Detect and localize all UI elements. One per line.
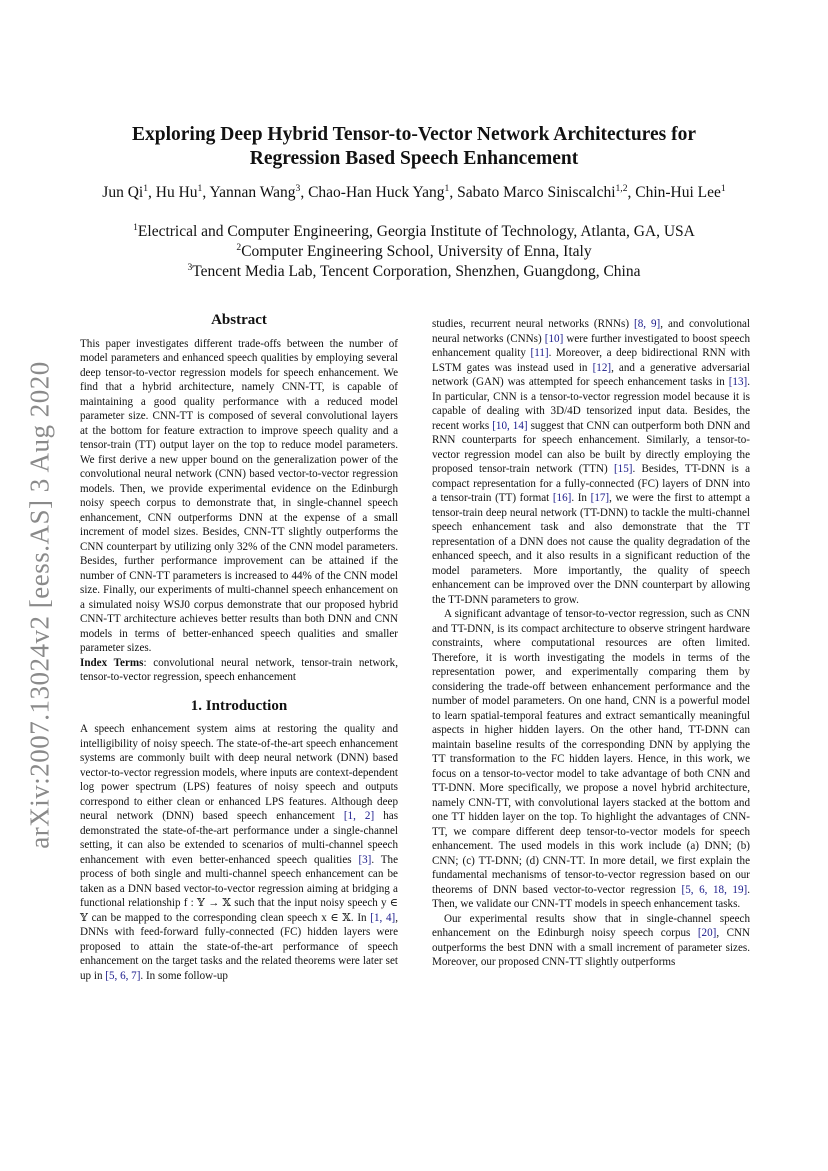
arxiv-stamp — [18, 355, 62, 855]
body-text: . In particular, CNN is a tensor-to-vector regression model because it is capable of dealing with 3D/4D tensorized input data. Besides, the recent works — [432, 376, 750, 432]
body-text: suggest that CNN can outperform both DNN and RNN counterparts for speech enhancement. Similarly, a tensor-to-vector regression model can also be built by directly employing the proposed tensor-train network (TTN) — [432, 419, 750, 475]
citation-link[interactable]: [1, 2] — [343, 810, 375, 822]
intro-paragraph-3 — [432, 607, 750, 912]
left-column — [80, 313, 398, 983]
author-name: Jun Qi — [102, 184, 144, 201]
citation-link[interactable]: [15] — [613, 463, 633, 475]
citation-link[interactable]: [12] — [592, 361, 612, 374]
body-text: , and a generative adversarial network (GAN) was attempted for speech enhancement tasks in — [432, 361, 750, 388]
citation-link[interactable]: [5, 6, 18, 19] — [681, 883, 748, 896]
body-text: , DNNs with feed-forward fully-connected (FC) hidden layers were proposed to attain the state-of-the-art performance of speech enhancement on the target tasks and the related theorems were later set up in — [80, 911, 398, 982]
body-text: . In some follow-up — [140, 969, 228, 982]
citation-link[interactable]: [3] — [358, 853, 372, 866]
title-line-2: Regression Based Speech Enhancement — [249, 148, 579, 169]
body-text: . Moreover, a deep bidirectional RNN with LSTM gates was instead used in — [432, 347, 750, 374]
affiliation-text: Computer Engineering School, University of Enna, Italy — [241, 243, 592, 260]
paper-title — [80, 123, 748, 171]
body-text: , and convolutional neural networks (CNNs) — [432, 318, 750, 345]
citation-link[interactable]: [1, 4] — [370, 911, 396, 924]
index-terms-label: Index Terms — [80, 656, 144, 669]
affiliation-mark: 2 — [236, 241, 242, 253]
body-text: studies, recurrent neural networks (RNNs) — [432, 318, 635, 330]
citation-link[interactable]: [17] — [590, 492, 610, 504]
citation-link[interactable]: [8, 9] — [634, 318, 661, 330]
author-name: Chin-Hui Lee — [635, 184, 721, 201]
affiliation-list — [60, 222, 768, 282]
body-text: were further investigated to boost speech enhancement quality — [432, 332, 750, 359]
citation-link[interactable]: [13] — [728, 376, 748, 388]
author-affiliation-mark: 1 — [720, 182, 726, 194]
body-text: has demonstrated the state-of-the-art performance under a single-channel setting, it can also be extended to scenarios of multi-channel speech enhancement with even better-enhanced speech qualities — [80, 810, 399, 866]
citation-link[interactable]: [5, 6, 7] — [105, 969, 141, 982]
citation-link[interactable]: [10, 14] — [492, 419, 528, 432]
affiliation-line — [60, 262, 768, 282]
author-name: Chao-Han Huck Yang — [308, 184, 445, 201]
author-name: Yannan Wang — [209, 184, 296, 201]
body-text: , CNN outperforms the best DNN with a small increment of parameter sizes. Moreover, our proposed CNN-TT slightly outperforms — [432, 927, 750, 968]
affiliation-mark: 1 — [133, 221, 138, 233]
author-affiliation-mark: 3 — [295, 182, 301, 194]
index-terms — [80, 656, 398, 685]
citation-link[interactable]: [16] — [552, 492, 572, 504]
body-text: Our experimental results show that in single-channel speech enhancement on the Edinburgh noisy speech corpus — [432, 912, 750, 939]
title-line-1: Exploring Deep Hybrid Tensor-to-Vector Network Architectures for — [132, 124, 696, 145]
intro-paragraph-2 — [432, 317, 750, 607]
body-text: , we were the first to attempt a tensor-train deep neural network (TT-DNN) to tackle the multi-channel speech enhancement task and also demonstrate that the TT representation of a DNN does not cause the quality degradation of the enhanced speech, and it also results in a significant reduction of the model parameters. More importantly, the quality of speech enhancement can be improved over the DNN counterpart by allowing the TT-DNN parameters to grow. — [432, 492, 750, 606]
intro-paragraph-4 — [432, 912, 750, 970]
abstract-text: This paper investigates different trade-offs between the number of model parameters and enhanced speech qualities by employing several deep tensor-to-vector regression models for speech enhancement. We find that a hybrid architecture, namely CNN-TT, is capable of maintaining a good quality performance with a reduced model parameter size. CNN-TT is composed of several convolutional layers at the bottom for feature extraction to improve speech quality and a tensor-train (TT) output layer on the top to reduce model parameters. We first derive a new upper bound on the generalization power of the convolutional neural network (CNN) based vector-to-vector regression models. Then, we provide experimental evidence on the Edinburgh noisy speech corpus to demonstrate that, in single-channel speech enhancement, CNN outperforms DNN at the expense of a small increment of model sizes. Besides, CNN-TT slightly outperforms the CNN counterpart by utilizing only 32% of the CNN model parameters. Besides, further performance improvement can be attained if the number of CNN-TT parameters is increased to 44% of the CNN model size. Finally, our experiments of multi-channel speech enhancement on a simulated noisy WSJ0 corpus demonstrate that our proposed hybrid CNN-TT architecture achieves better results than both DNN and CNN models in terms of better-enhanced speech qualities and smaller parameter sizes. — [80, 337, 398, 654]
right-column — [432, 317, 750, 970]
affiliation-text: Electrical and Computer Engineering, Georgia Institute of Technology, Atlanta, GA, USA — [137, 223, 695, 240]
affiliation-mark: 3 — [187, 261, 193, 273]
author-list: Jun Qi$^1$, Hu Hu$^1$, Yannan Wang$^3$, Chao-Han Huck Yang$^1$, Sabato Marco Siniscalchi$^{1,2}$, Chin-Hui Lee$^1$ — [102, 182, 726, 201]
author-affiliation-mark: 1 — [143, 182, 148, 194]
body-text: A significant advantage of tensor-to-vector regression, such as CNN and TT-DNN, is its compact architecture to observe stringent hardware constraints, where computational resources are often limited. Therefore, it is worth investigating the models in terms of the representation power, and experimentally comparing them by considering the trade-off between enhancement performance and the number of model parameters. On one hand, CNN is a powerful model to learn spatial-temporal features and extract semantically meaningful aspects in higher hidden layers. On the other hand, TT-DNN can maintain baseline results of the corresponding DNN by applying the TT transformation to the FC hidden layers. Hence, in this work, we focus on a tensor-to-vector model to take advantage of both CNN and TT-DNN. More specifically, we propose a novel hybrid architecture, namely CNN-TT, with convolutional layers stacked at the bottom and one TT hidden layer on the top. To highlight the advantages of CNN-TT, we compare different deep tensor-to-vector models for speech enhancement. The used models in this work include (a) DNN; (b) CNN; (c) TT-DNN; (d) CNN-TT. In more detail, we first explain the fundamental mechanisms of tensor-to-vector regression based on our theorems of DNN based vector-to-vector regression — [432, 608, 750, 896]
body-text: . Besides, TT-DNN is a compact representation for a fully-connected (FC) layers of DNN into a tensor-train (TT) format — [432, 463, 750, 504]
author-name: Sabato Marco Siniscalchi — [457, 184, 616, 201]
affiliation-line — [60, 242, 768, 262]
body-text: . The process of both single and multi-channel speech enhancement can be taken as a DNN based vector-to-vector regression aiming at bridging a functional relationship f : 𝕐 → 𝕏 such that the input noisy speech y ∈ 𝕐 can be mapped to the corresponding clean speech x ∈ 𝕏. In — [80, 853, 399, 924]
arxiv-id: arXiv:2007.13024v2 [eess.AS] 3 Aug 2020 — [24, 361, 55, 849]
author-affiliation-mark: 1 — [444, 182, 450, 194]
author-name: Hu Hu — [155, 184, 198, 201]
abstract-heading: Abstract — [211, 312, 267, 328]
affiliation-line — [60, 222, 768, 242]
citation-link[interactable]: [10] — [544, 332, 564, 345]
body-text: . Then, we validate our CNN-TT models in speech enhancement tasks. — [432, 883, 751, 910]
intro-paragraph-1 — [80, 722, 398, 983]
affiliation-text: Tencent Media Lab, Tencent Corporation, Shenzhen, Guangdong, China — [192, 263, 641, 280]
body-text: A speech enhancement system aims at restoring the quality and intelligibility of noisy speech. The state-of-the-art speech enhancement systems are commonly built with deep neural network (DNN) based vector-to-vector regression models, where inputs are context-dependent log power spectrum (LPS) features of noisy speech and outputs correspond to either clean or enhanced LPS features. Although deep neural network (DNN) based speech enhancement — [80, 723, 398, 822]
author-affiliation-mark: 1,2 — [615, 182, 628, 194]
author-affiliation-mark: 1 — [197, 182, 203, 194]
citation-link[interactable]: [11] — [530, 347, 549, 359]
index-terms-text: : convolutional neural network, tensor-train network, tensor-to-vector regression, speech enhancement — [80, 656, 398, 683]
body-text: . In — [571, 492, 591, 504]
citation-link[interactable]: [20] — [697, 927, 717, 939]
section-heading-introduction: 1. Introduction — [190, 697, 288, 714]
